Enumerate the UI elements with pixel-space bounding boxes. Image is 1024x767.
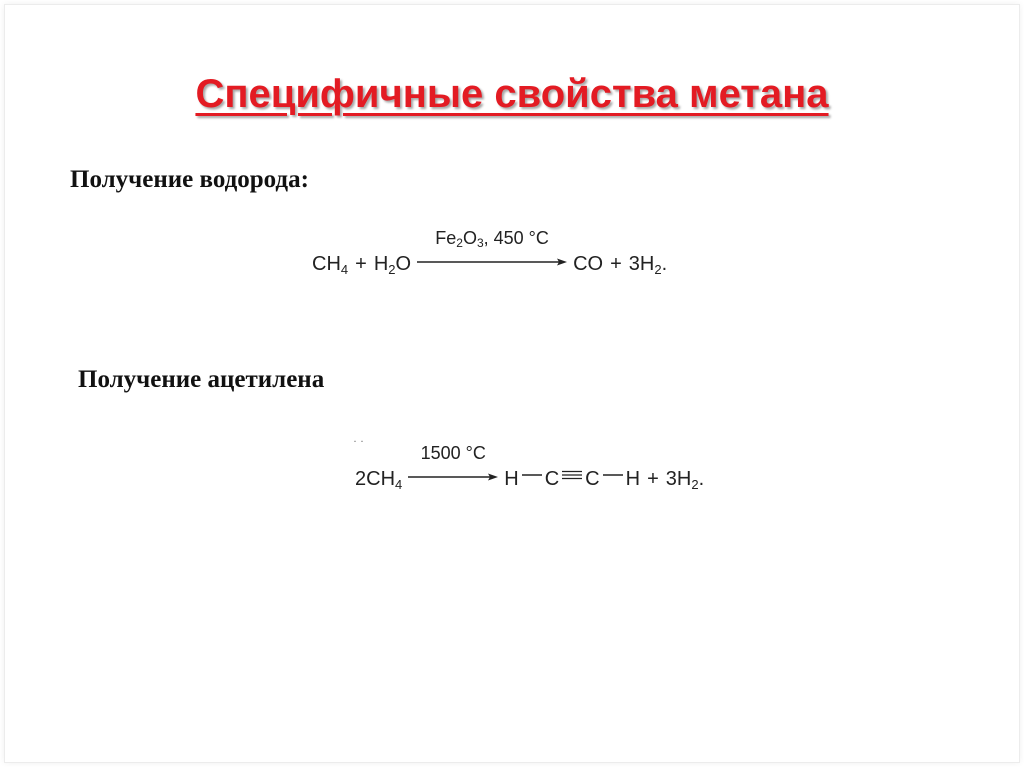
equation-hydrogen xyxy=(312,228,668,277)
atom-c: C xyxy=(585,468,600,490)
product-hydrogen: $3H_2$. xyxy=(628,253,668,277)
equation-acetylene xyxy=(355,443,705,492)
reaction-condition: $Fe_2O_3$, 450 °C xyxy=(435,228,549,250)
product-co: CO xyxy=(573,253,604,275)
reaction-arrow xyxy=(417,228,567,270)
plus-sign: + xyxy=(610,253,622,275)
arrow-icon xyxy=(408,473,498,481)
slide-title xyxy=(0,72,1024,117)
reactant-water: $H_2O$ xyxy=(373,253,412,277)
atom-h: H xyxy=(504,468,519,490)
heading-acetylene: Получение ацетилена xyxy=(78,366,325,393)
single-bond-icon xyxy=(521,470,543,480)
atom-h: H xyxy=(625,468,641,490)
reaction-arrow xyxy=(408,443,498,485)
single-bond xyxy=(521,465,543,485)
slide-title-text: Специфичные свойства метана xyxy=(195,72,829,116)
stray-marks: ·· xyxy=(353,434,367,448)
triple-bond-icon xyxy=(561,470,583,480)
heading-hydrogen: Получение водорода: xyxy=(70,166,309,193)
product-hydrogen: $3H_2$. xyxy=(665,468,705,492)
plus-sign: + xyxy=(355,253,367,275)
atom-c: C xyxy=(544,468,560,490)
plus-sign: + xyxy=(647,468,659,490)
reactant-methane: $2CH_4$ xyxy=(355,468,403,492)
reaction-condition: 1500 °C xyxy=(420,443,486,463)
triple-bond xyxy=(561,465,583,485)
single-bond xyxy=(602,465,624,485)
single-bond-icon xyxy=(602,470,624,480)
reactant-methane: $CH_4$ xyxy=(312,253,349,277)
arrow-icon xyxy=(417,258,567,266)
